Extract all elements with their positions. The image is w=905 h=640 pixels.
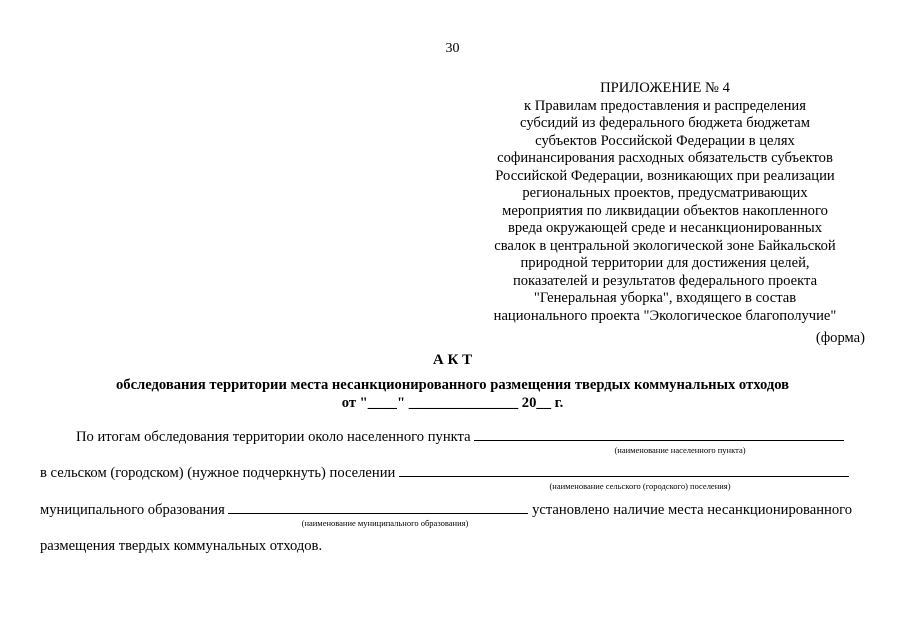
body-line-4: размещения твердых коммунальных отходов. xyxy=(40,538,323,554)
act-date-line: от "____" _______________ 20__ г. xyxy=(341,395,564,411)
appendix-line: к Правилам предоставления и распределения xyxy=(524,97,806,114)
appendix-line: Российской Федерации, возникающих при реализации xyxy=(495,167,835,184)
act-title: А К Т xyxy=(432,352,473,368)
appendix-line: субсидий из федерального бюджета бюджетам xyxy=(520,115,810,131)
municipal-formation-label: муниципального образования xyxy=(40,502,225,518)
page-number: 30 xyxy=(445,41,460,56)
appendix-line: природной территории для достижения целей, xyxy=(520,255,810,271)
appendix-line: "Генеральная уборка", входящего в состав xyxy=(533,290,797,306)
appendix-line: свалок в центральной экологической зоне Байкальской xyxy=(494,237,836,254)
body-line-3 xyxy=(40,500,852,519)
appendix-line: вреда окружающей среде и несанкционированных xyxy=(507,220,823,236)
municipal-formation-hint: (наименование муниципального образования) xyxy=(301,518,469,528)
appendix-block xyxy=(470,80,860,325)
established-text: установлено наличие места несанкционированного xyxy=(532,502,853,518)
settlement-type-field[interactable] xyxy=(399,463,849,477)
appendix-line: региональных проектов, предусматривающих xyxy=(522,185,808,201)
appendix-line: показателей и результатов федерального проекта xyxy=(512,272,818,289)
appendix-line: национального проекта "Экологическое благополучие" xyxy=(493,307,837,324)
appendix-line: мероприятия по ликвидации объектов накопленного xyxy=(502,202,828,219)
appendix-title: ПРИЛОЖЕНИЕ № 4 xyxy=(600,80,730,96)
settlement-hint: (наименование населенного пункта) xyxy=(614,445,746,455)
settlement-type-hint: (наименование сельского (городского) поселения) xyxy=(549,481,731,491)
act-subtitle-line: обследования территории места несанкционированного размещения твердых коммунальных отходов xyxy=(115,377,790,393)
form-label: (форма) xyxy=(815,330,865,346)
settlement-name-field[interactable] xyxy=(474,427,844,441)
appendix-line: софинансирования расходных обязательств субъектов xyxy=(497,150,833,166)
municipality-settlement-label: в сельском (городском) (нужное подчеркнуть) поселении xyxy=(40,465,396,481)
settlement-label: По итогам обследования территории около населенного пункта xyxy=(76,429,471,445)
municipal-formation-field[interactable] xyxy=(228,500,528,514)
body-line-1 xyxy=(76,427,844,446)
body-line-2 xyxy=(40,463,849,482)
appendix-line: субъектов Российской Федерации в целях xyxy=(535,132,795,149)
act-subtitle xyxy=(0,376,905,412)
